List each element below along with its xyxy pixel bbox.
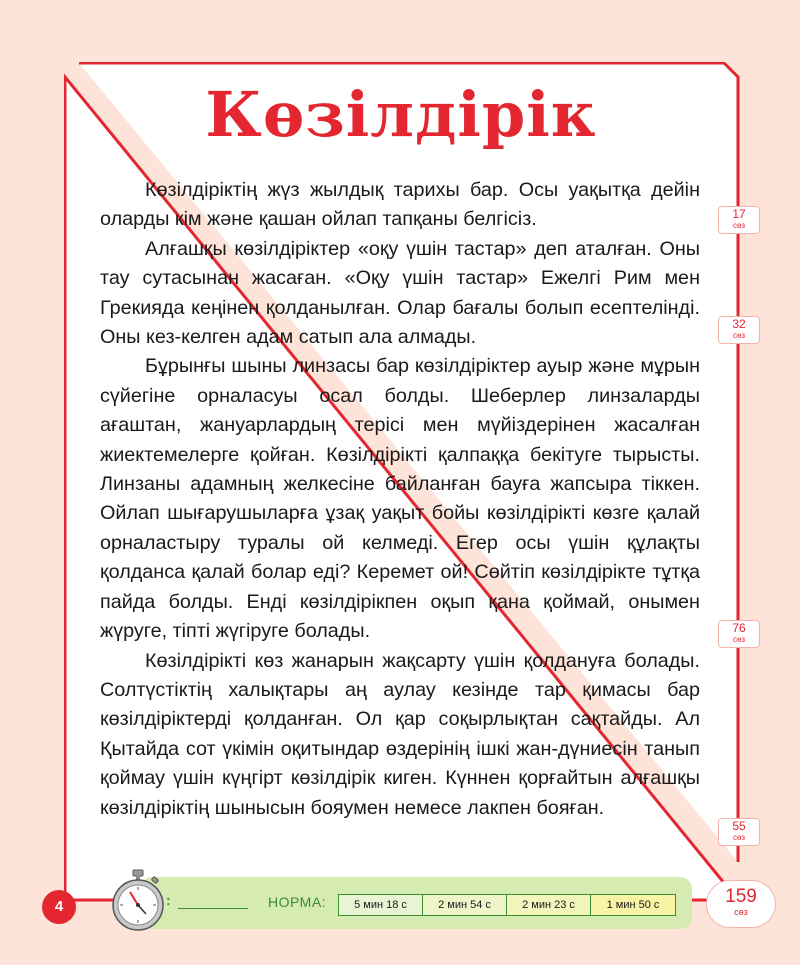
norma-time-box: 2 мин 23 с <box>507 895 591 915</box>
word-count-marker <box>718 620 760 648</box>
total-word-count <box>706 880 776 928</box>
norma-time-box: 2 мин 54 с <box>423 895 507 915</box>
word-count-unit: сөз <box>732 221 746 230</box>
time-separator: : <box>166 892 171 908</box>
reading-time-blank <box>178 908 248 909</box>
word-count-value: 55 <box>732 819 746 833</box>
total-word-count-value: 159 <box>725 886 757 907</box>
word-count-value: 32 <box>732 317 746 331</box>
norma-label: НОРМА: <box>268 894 327 910</box>
page-title: Көзілдірік <box>205 78 597 151</box>
paragraph-1: Көзілдіріктің жүз жылдық тарихы бар. Осы уақытқа дейін оларды кім және қашан ойлап тапқаны белгісіз. <box>100 179 700 231</box>
word-count-marker <box>718 818 760 846</box>
word-count-marker <box>718 316 760 344</box>
word-count-marker <box>718 206 760 234</box>
word-count-unit: сөз <box>732 833 746 842</box>
stopwatch-icon <box>108 868 168 932</box>
norma-time-box: 1 мин 50 с <box>591 895 675 915</box>
norma-time-boxes <box>338 894 676 916</box>
word-count-value: 76 <box>732 621 746 635</box>
page-number: 4 <box>42 890 76 924</box>
paragraph-3: Бұрынғы шыны линзасы бар көзілдіріктер ауыр және мұрын сүйегіне орналасуы осал болды. Шеберлер линзаларды ағаштан, жануарлардың терісі мен мүйіздерінен жасалған жиектемелерге қойған. Көзілдірікті қалпаққа бекітуге тырысты. Линзаны адамның желкесіне байланған бауға жапсыра тіккен. Ойлап шығарушыларға ұзақ уақыт бойы көзілдірікті көзге қалай орналастыру туралы ой келмеді. Егер осы үшін құлақты қолданса қалай болар еді? Керемет ой! Сөйтіп көзілдірікте тұтқа пайда болды. Енді көзілдірікпен оқып қана қоймай, онымен жүруге, тіпті жүгіруге болады. <box>100 355 700 643</box>
word-count-unit: сөз <box>732 331 746 340</box>
word-count-value: 17 <box>732 207 746 221</box>
total-word-count-unit: сөз <box>734 907 748 917</box>
article-body <box>100 176 700 823</box>
paragraph-2: Алғашқы көзілдіріктер «оқу үшін тастар» деп аталған. Оны тау сутасынан жасаған. «Оқу үшін тастар» Ежелгі Рим мен Грекияда кеңінен қолданылған. Олар бағалы болып есептелінді. Оны кез-келген адам сатып ала алмады. <box>100 237 700 349</box>
norma-time-box: 5 мин 18 с <box>339 895 423 915</box>
word-count-unit: сөз <box>732 635 746 644</box>
paragraph-4: Көзілдірікті көз жанарын жақсарту үшін қолдануға болады. Солтүстіктің халықтары аң аулау кезінде тар қимасы бар көзілдіріктерді қолданған. Ол қар соқырлықтан сақтайды. Ал Қытайда сот үкімін оқитындар өздерінің ішкі жан-дүниесін танып қоймау үшін күңгірт көзілдірік киген. Күннен қорғайтын алғашқы көзілдіріктің шынысын бояумен немесе лакпен бояған. <box>100 649 700 819</box>
